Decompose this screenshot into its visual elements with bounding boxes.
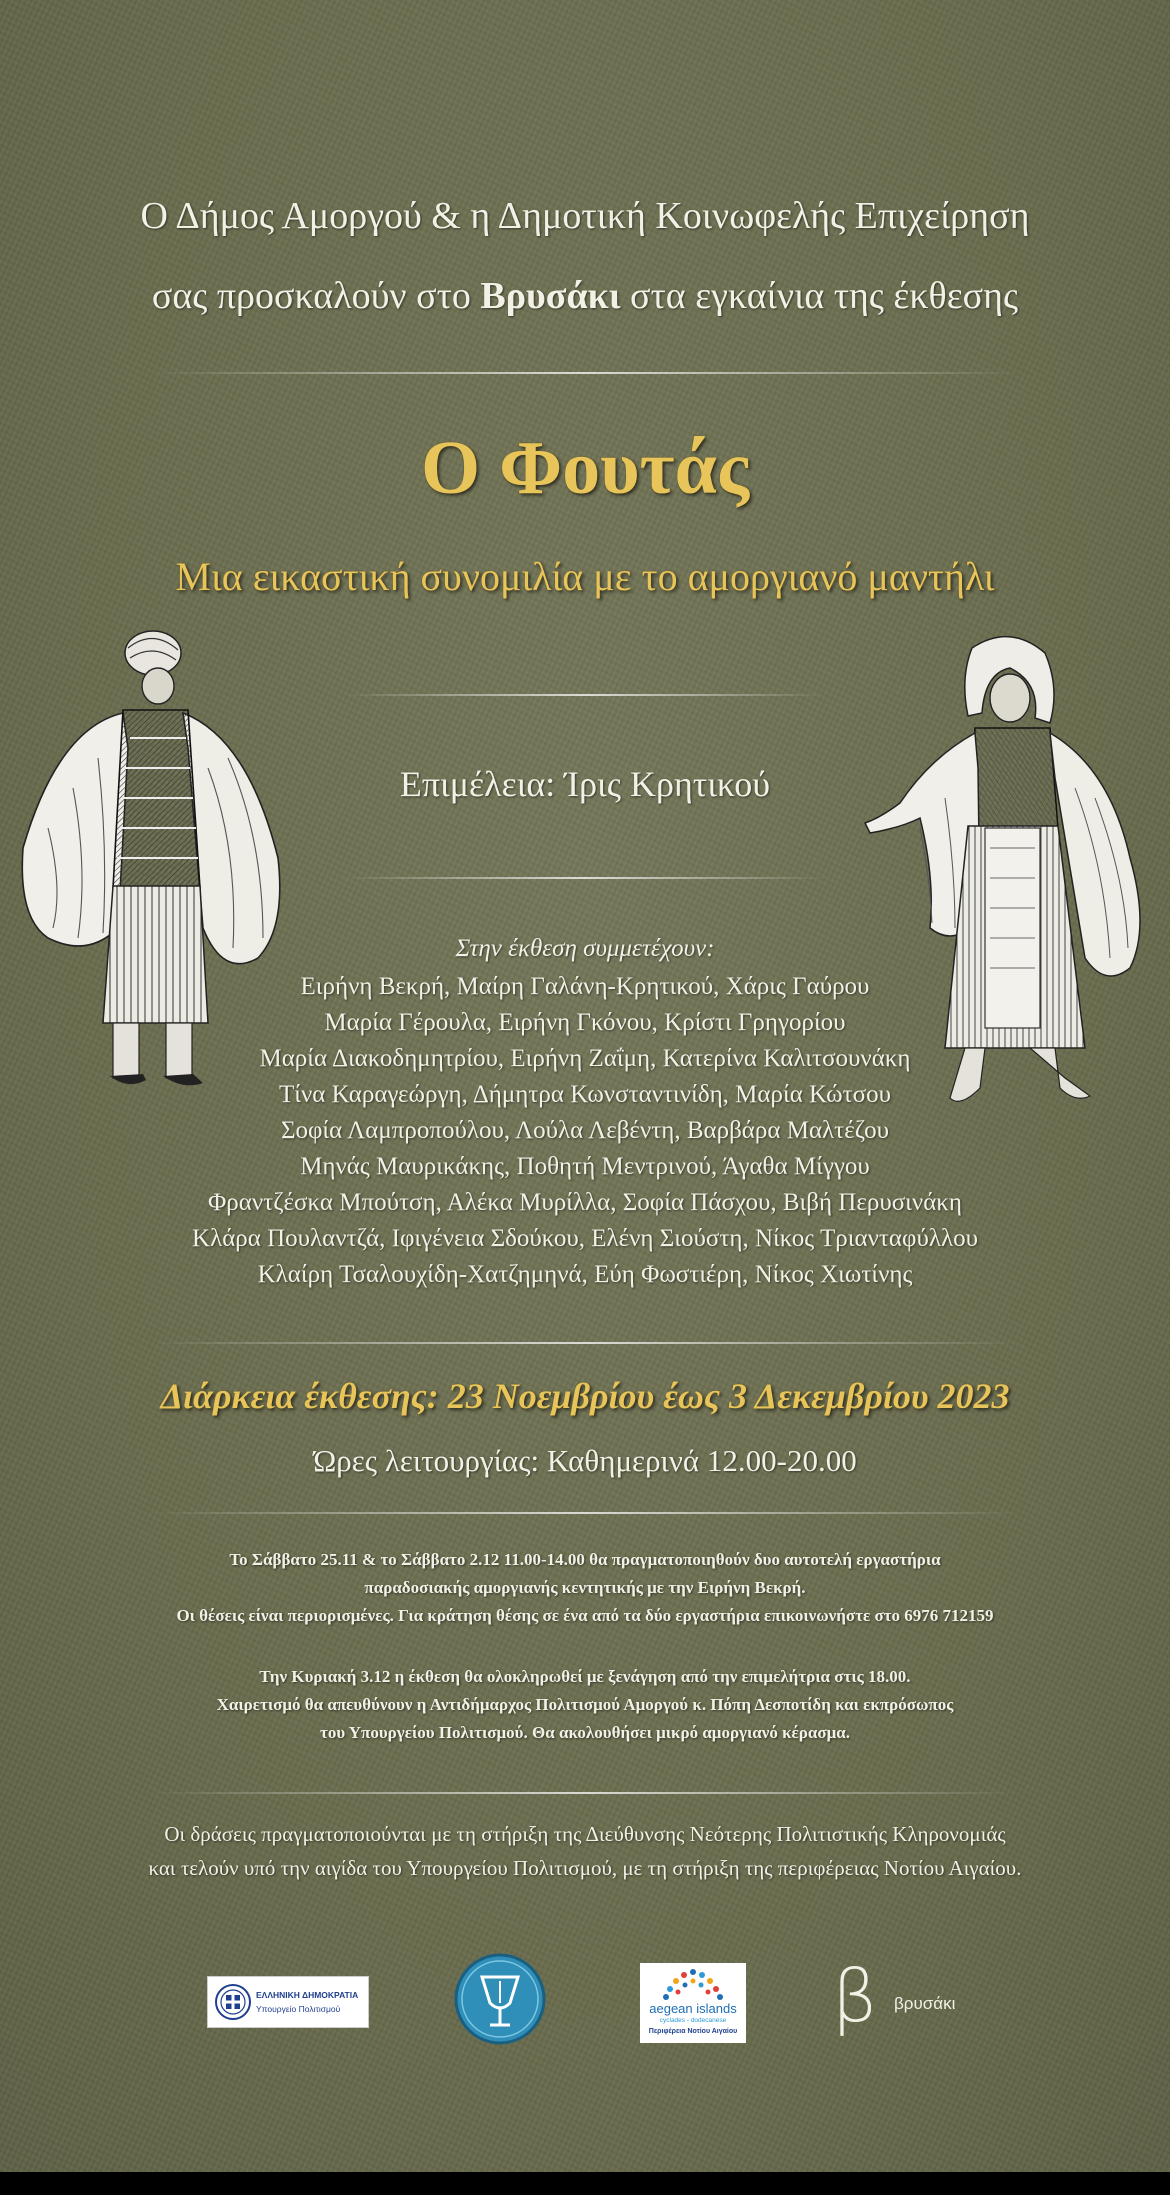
participants-line: Ειρήνη Βεκρή, Μαίρη Γαλάνη-Κρητικού, Χάρις Γαύρου [300, 973, 870, 1000]
closing-line: Την Κυριακή 3.12 η έκθεση θα ολοκληρωθεί με ξενάγηση από την επιμελήτρια στις 18.00. [259, 1667, 911, 1686]
participants-line: Κλάρα Πουλαντζά, Ιφιγένεια Σδούκου, Ελένη Σιούστη, Νίκος Τριανταφύλλου [192, 1225, 978, 1252]
vrysaki-logo [832, 1954, 972, 2046]
aegean-islands-logo [640, 1963, 746, 2043]
workshops-line: παραδοσιακής αμοργιανής κεντητικής με την Ειρήνη Βεκρή. [364, 1578, 806, 1597]
participants-heading: Στην έκθεση συμμετέχουν: [455, 935, 715, 962]
intro-line-1: Ο Δήμος Αμοργού & η Δημοτική Κοινωφελής Επιχείρηση [140, 195, 1030, 237]
divider [150, 1512, 1020, 1514]
participants-line: Μαρία Γέρουλα, Ειρήνη Γκόνου, Κρίστι Γρηγορίου [324, 1009, 846, 1036]
intro-line-2-pre: σας προσκαλούν στο [151, 275, 481, 317]
workshops-line: Το Σάββατο 25.11 & το Σάββατο 2.12 11.00-14.00 θα πραγματοποιηθούν δυο αυτοτελή εργαστήρια [229, 1550, 941, 1569]
exhibition-title: Ο Φουτάς [420, 426, 750, 510]
aegean-logo-subtitle: cyclades - dodecanese [659, 2017, 727, 2024]
exhibition-subtitle: Μια εικαστική συνομιλία με το αμοργιανό μαντήλι [175, 554, 995, 599]
ministry-of-culture-logo [207, 1976, 369, 2028]
participants-line: Φραντζέσκα Μπούτση, Αλέκα Μυρίλλα, Σοφία Πάσχου, Βιβή Περυσινάκη [208, 1189, 962, 1216]
exhibition-duration: Διάρκεια έκθεσης: 23 Νοεμβρίου έως 3 Δεκεμβρίου 2023 [160, 1376, 1010, 1416]
divider [345, 877, 825, 879]
greek-emblem-icon [213, 1982, 253, 2022]
ministry-logo-line2: Υπουργείο Πολιτισμού [256, 2004, 341, 2014]
participants-line: Μαρία Διακοδημητρίου, Ειρήνη Ζαΐμη, Κατερίνα Καλιτσουνάκη [259, 1045, 911, 1072]
closing-line: Χαιρετισμό θα απευθύνουν η Αντιδήμαρχος Πολιτισμού Αμοργού κ. Πόπη Δεσποτίδη και εκπρόσωπος [216, 1695, 954, 1714]
aegean-logo-region: Περιφέρεια Νοτίου Αιγαίου [648, 2028, 738, 2035]
closing-event-info [0, 1663, 1170, 1747]
closing-line: του Υπουργείου Πολιτισμού. Θα ακολουθήσει μικρό αμοργιανό κέρασμα. [319, 1723, 851, 1742]
venue-name: Βρυσάκι [480, 275, 621, 317]
divider [150, 1342, 1020, 1344]
support-line: και τελούν υπό την αιγίδα του Υπουργείου Πολιτισμού, με τη στήριξη της περιφέρειας Νοτίου Αιγαίου. [148, 1856, 1022, 1880]
workshops-line: Οι θέσεις είναι περιορισμένες. Για κράτηση θέσης σε ένα από τα δύο εργαστήρια επικοινωνήστε στο 6976 712159 [176, 1606, 994, 1625]
intro-line-2-post: στα εγκαίνια της έκθεσης [620, 275, 1019, 317]
municipality-amorgos-logo [452, 1951, 548, 2047]
support-statement [0, 1817, 1170, 1885]
intro-line-2 [0, 268, 1170, 324]
vrysaki-logo-text: βρυσάκι [894, 1994, 956, 2013]
aegean-logo-title: aegean islands [649, 2001, 737, 2016]
divider [345, 694, 825, 696]
bottom-black-bar [0, 2172, 1170, 2195]
participants-line: Κλαίρη Τσαλουχίδη-Χατζημηνά, Εύη Φωστιέρη, Νίκος Χιωτίνης [257, 1261, 913, 1288]
participants-list [0, 969, 1170, 1293]
curator: Επιμέλεια: Ίρις Κρητικού [399, 764, 771, 804]
divider [150, 372, 1020, 374]
participants-line: Σοφία Λαμπροπούλου, Λούλα Λεβέντη, Βαρβάρα Μαλτέζου [280, 1117, 890, 1144]
participants-line: Τίνα Καραγεώργη, Δήμητρα Κωνσταντινίδη, Μαρία Κώτσου [278, 1081, 892, 1108]
workshops-info [0, 1546, 1170, 1630]
participants-line: Μηνάς Μαυρικάκης, Ποθητή Μεντρινού, Άγαθα Μίγγου [300, 1153, 870, 1180]
ministry-logo-line1: ΕΛΛΗΝΙΚΗ ΔΗΜΟΚΡΑΤΙΑ [256, 1990, 359, 2000]
support-line: Οι δράσεις πραγματοποιούνται με τη στήριξη της Διεύθυνσης Νεότερης Πολιτιστικής Κληρονομιάς [164, 1822, 1006, 1846]
aegean-dots-arch-icon [658, 1967, 728, 2001]
divider [150, 1792, 1020, 1794]
vrysaki-logo-mark: β [832, 1954, 878, 2038]
opening-hours: Ώρες λειτουργίας: Καθημερινά 12.00-20.00 [313, 1443, 857, 1478]
